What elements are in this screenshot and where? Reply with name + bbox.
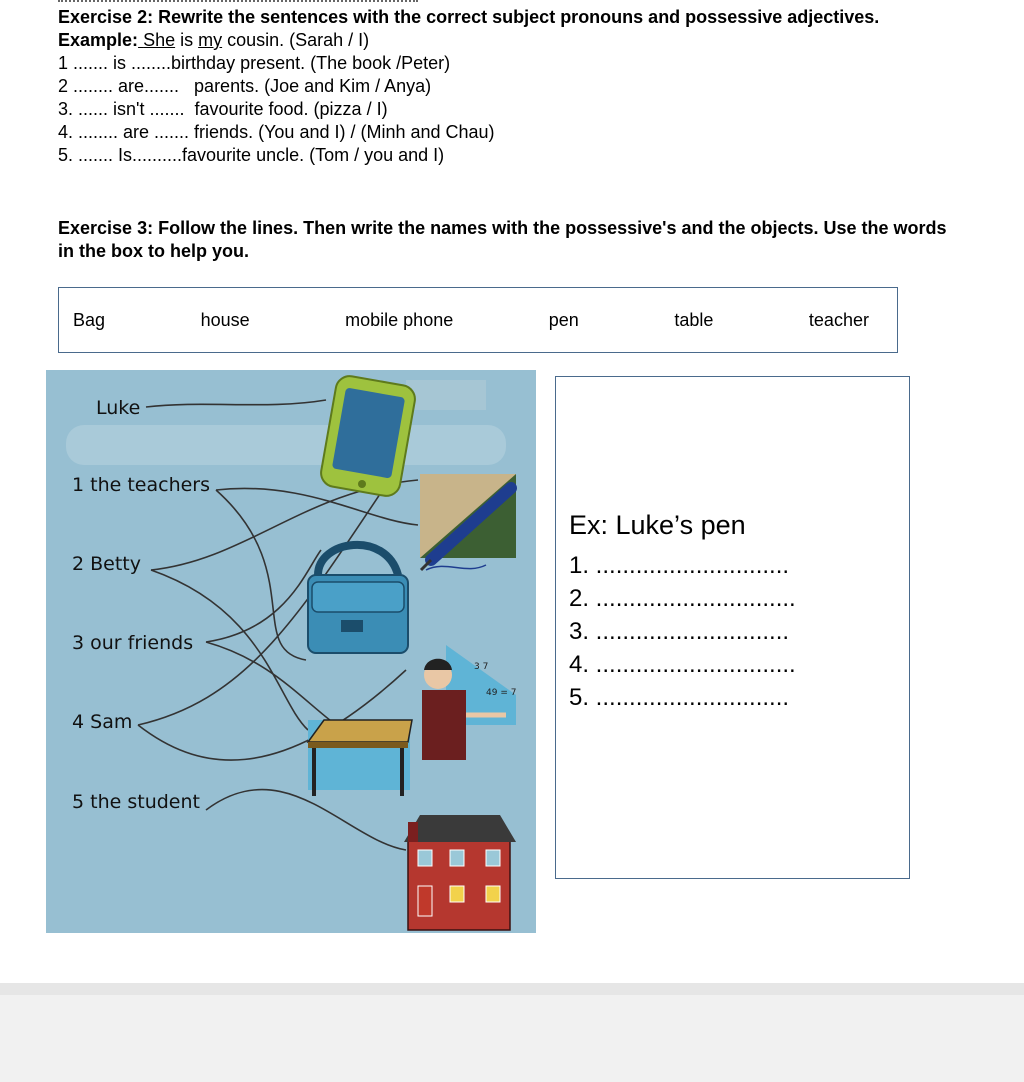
table-illustration (308, 720, 412, 796)
exercise-2-item-3: 3. ...... isn't ....... favourite food. (pizza / I) (58, 99, 388, 119)
bg-faded-band (66, 425, 506, 465)
name-luke: Luke (96, 397, 141, 419)
mobile-phone-illustration (319, 374, 417, 498)
word-mobile-phone: mobile phone (345, 309, 454, 330)
exercise-2-item-5: 5. ....... Is..........favourite uncle. (Tom / you and I) (58, 145, 445, 165)
matching-picture (46, 370, 536, 933)
name-our-friends: 3 our friends (72, 632, 194, 654)
exercise-2 (58, 6, 958, 167)
answer-line-5[interactable]: 5. ............................. (569, 684, 790, 711)
page-footer (0, 983, 1024, 1082)
line-student (206, 790, 406, 850)
example-rest: cousin. (Sarah / I) (222, 30, 370, 50)
answer-line-3[interactable]: 3. ............................. (569, 618, 790, 645)
example-possessive: my (198, 30, 223, 50)
line-luke (146, 400, 326, 407)
exercise-2-item-1: 1 ....... is ........birthday present. (The book /Peter) (58, 53, 451, 73)
example-label: Example: (58, 30, 139, 50)
answer-line-1[interactable]: 1. ............................. (569, 552, 790, 579)
word-teacher: teacher (808, 309, 869, 330)
example-pronoun: She (143, 30, 176, 50)
calc-text-2: 49 = 7 (486, 688, 517, 698)
footer-bar (0, 983, 1024, 995)
top-dotted-rule (58, 0, 418, 2)
pen-illustration (420, 474, 516, 570)
exercise-2-title: Exercise 2: Rewrite the sentences with the correct subject pronouns and possessive adjectives. (58, 7, 880, 27)
exercise-2-item-2: 2 ........ are....... parents. (Joe and Kim / Anya) (58, 76, 432, 96)
word-table: table (674, 309, 714, 330)
exercise-2-example (58, 29, 958, 52)
calc-text-1: 3 7 (474, 662, 489, 672)
word-bag: Bag (73, 309, 106, 330)
teacher-illustration (422, 645, 516, 760)
bag-illustration (308, 545, 408, 653)
word-house: house (200, 309, 250, 330)
example-mid: is (175, 30, 199, 50)
line-extra-3 (206, 550, 321, 642)
answer-line-4[interactable]: 4. .............................. (569, 651, 796, 678)
name-the-teachers: 1 the teachers (72, 474, 211, 496)
line-extra-1 (216, 490, 306, 660)
answer-box (555, 376, 910, 879)
word-box (58, 287, 898, 353)
exercise-3-title: Exercise 3: Follow the lines. Then write the names with the possessive's and the objects. Use the words in the box to help you. (58, 218, 947, 261)
word-pen: pen (548, 309, 579, 330)
name-betty: 2 Betty (72, 553, 141, 575)
answer-example: Ex: Luke’s pen (569, 510, 746, 540)
name-sam: 4 Sam (72, 711, 133, 733)
house-illustration (404, 815, 516, 930)
answer-line-2[interactable]: 2. .............................. (569, 585, 796, 612)
bg-faded-box (406, 380, 486, 410)
exercise-2-item-4: 4. ........ are ....... friends. (You and I) / (Minh and Chau) (58, 122, 495, 142)
name-the-student: 5 the student (72, 791, 200, 813)
matching-illustration (46, 370, 536, 933)
